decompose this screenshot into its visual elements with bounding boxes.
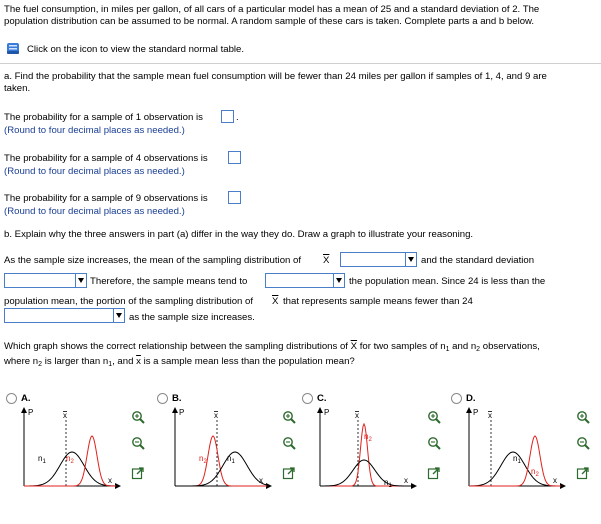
problem-text-line-2: population distribution can be assumed to be normal. A random sample of these cars is taken. Complete parts a and b below. <box>4 16 535 27</box>
option-b-label[interactable]: B. <box>172 393 182 404</box>
part-b-sentence-2b: the population mean. Since 24 is less than the <box>349 276 546 287</box>
x-axis-label: x <box>108 476 112 485</box>
sample-mean-label: x <box>355 411 359 420</box>
curve-label-n1: $n_1$ <box>513 454 521 465</box>
zoom-in-icon[interactable] <box>282 410 298 424</box>
option-c-label[interactable]: C. <box>317 393 327 404</box>
divider <box>0 63 601 64</box>
book-icon[interactable] <box>6 42 20 55</box>
part-a-text-line-2: taken. <box>4 83 31 94</box>
open-in-new-window-icon[interactable] <box>131 466 147 480</box>
axis-lines <box>24 410 118 486</box>
option-c-graph <box>316 404 420 496</box>
mean-direction-dropdown[interactable] <box>340 252 417 267</box>
chevron-down-icon <box>75 274 86 287</box>
curve-label-n1: $n_1$ <box>38 454 46 465</box>
part-b-sentence-4: as the sample size increases. <box>129 312 255 323</box>
q2-label: The probability for a sample of 4 observations is <box>4 153 208 164</box>
graph-question-line-2: where $n_2$ is larger than $n_1$, and x is a sample mean less than the population mean? <box>4 356 355 368</box>
sample-mean-label: x <box>488 411 492 420</box>
curve-label-n1: $n_1$ <box>384 478 392 489</box>
q1-label: The probability for a sample of 1 observation is <box>4 112 203 123</box>
chevron-down-icon <box>333 274 344 287</box>
xbar-lower-symbol: x <box>136 356 141 367</box>
y-axis-label: P <box>28 408 34 417</box>
axis-arrows <box>466 407 566 489</box>
option-b-graph <box>171 404 275 496</box>
zoom-in-icon[interactable] <box>131 410 147 424</box>
open-in-new-window-icon[interactable] <box>427 466 443 480</box>
chevron-down-icon <box>405 253 416 266</box>
sample-mean-label: x <box>63 411 67 420</box>
y-axis-label: P <box>179 408 185 417</box>
option-d-label[interactable]: D. <box>466 393 476 404</box>
part-b-sentence-1b: and the standard deviation <box>421 255 535 266</box>
xbar-symbol: X <box>350 341 358 352</box>
x-axis-label: x <box>553 476 557 485</box>
zoom-in-icon[interactable] <box>576 410 592 424</box>
zoom-out-icon[interactable] <box>576 436 592 450</box>
option-d-graph <box>465 404 569 496</box>
xbar-symbol: X <box>323 255 330 266</box>
option-d-radio[interactable] <box>451 393 462 404</box>
distribution-curve-2 <box>320 460 412 486</box>
curve-label-n2: $n_2$ <box>199 454 207 465</box>
xbar-symbol: X <box>272 296 279 307</box>
part-a-text-line-1: a. Find the probability that the sample mean fuel consumption will be fewer than 24 miles per gallon if samples of 1, 4, and 9 are <box>4 71 547 82</box>
option-a-label[interactable]: A. <box>21 393 31 404</box>
q3-label: The probability for a sample of 9 observations is <box>4 193 208 204</box>
x-axis-label: x <box>259 476 263 485</box>
part-b-sentence-3b: that represents sample means fewer than 24 <box>283 296 473 307</box>
x-axis-label: x <box>404 476 408 485</box>
y-axis-label: P <box>324 408 330 417</box>
portion-dropdown[interactable] <box>4 308 125 323</box>
probability-n1-input[interactable] <box>221 110 234 123</box>
sd-direction-dropdown[interactable] <box>4 273 87 288</box>
q1-period: . <box>236 112 239 123</box>
open-in-new-window-icon[interactable] <box>576 466 592 480</box>
sample-mean-label: x <box>214 411 218 420</box>
curve-label-n2: $n_2$ <box>531 467 539 478</box>
zoom-out-icon[interactable] <box>131 436 147 450</box>
option-c-radio[interactable] <box>302 393 313 404</box>
q1-round-hint: (Round to four decimal places as needed.) <box>4 125 185 136</box>
chevron-down-icon <box>113 309 124 322</box>
zoom-out-icon[interactable] <box>427 436 443 450</box>
option-a-graph <box>20 404 124 496</box>
axis-arrows <box>21 407 121 489</box>
standard-normal-table-link[interactable]: Click on the icon to view the standard normal table. <box>27 44 245 55</box>
graph-question-line-1: Which graph shows the correct relationship between the sampling distributions of X for two samples of $n_1$ and $n_2$ observations, <box>4 341 540 353</box>
zoom-out-icon[interactable] <box>282 436 298 450</box>
q2-round-hint: (Round to four decimal places as needed.) <box>4 166 185 177</box>
open-in-new-window-icon[interactable] <box>282 466 298 480</box>
distribution-curve-1 <box>175 436 267 486</box>
zoom-in-icon[interactable] <box>427 410 443 424</box>
probability-n4-input[interactable] <box>228 151 241 164</box>
part-b-sentence-2a: Therefore, the sample means tend to <box>90 276 248 287</box>
y-axis-label: P <box>473 408 479 417</box>
curve-label-n2: $n_2$ <box>364 432 372 443</box>
curve-label-n1: $n_1$ <box>227 454 235 465</box>
part-b-sentence-3a: population mean, the portion of the sampling distribution of <box>4 296 254 307</box>
distribution-curve-2 <box>175 452 267 486</box>
option-a-radio[interactable] <box>6 393 17 404</box>
sample-means-dropdown[interactable] <box>265 273 345 288</box>
q3-round-hint: (Round to four decimal places as needed.) <box>4 206 185 217</box>
part-b-text: b. Explain why the three answers in part (a) differ in the way they do. Draw a graph to illustrate your reasoning. <box>4 229 474 240</box>
option-b-radio[interactable] <box>157 393 168 404</box>
axis-lines <box>469 410 563 486</box>
curve-label-n2: $n_2$ <box>66 454 74 465</box>
part-b-sentence-1a: As the sample size increases, the mean of the sampling distribution of <box>4 255 302 266</box>
probability-n9-input[interactable] <box>228 191 241 204</box>
problem-text-line-1: The fuel consumption, in miles per gallon, of all cars of a particular model has a mean of 25 and a standard deviation of 2. The <box>4 4 540 15</box>
